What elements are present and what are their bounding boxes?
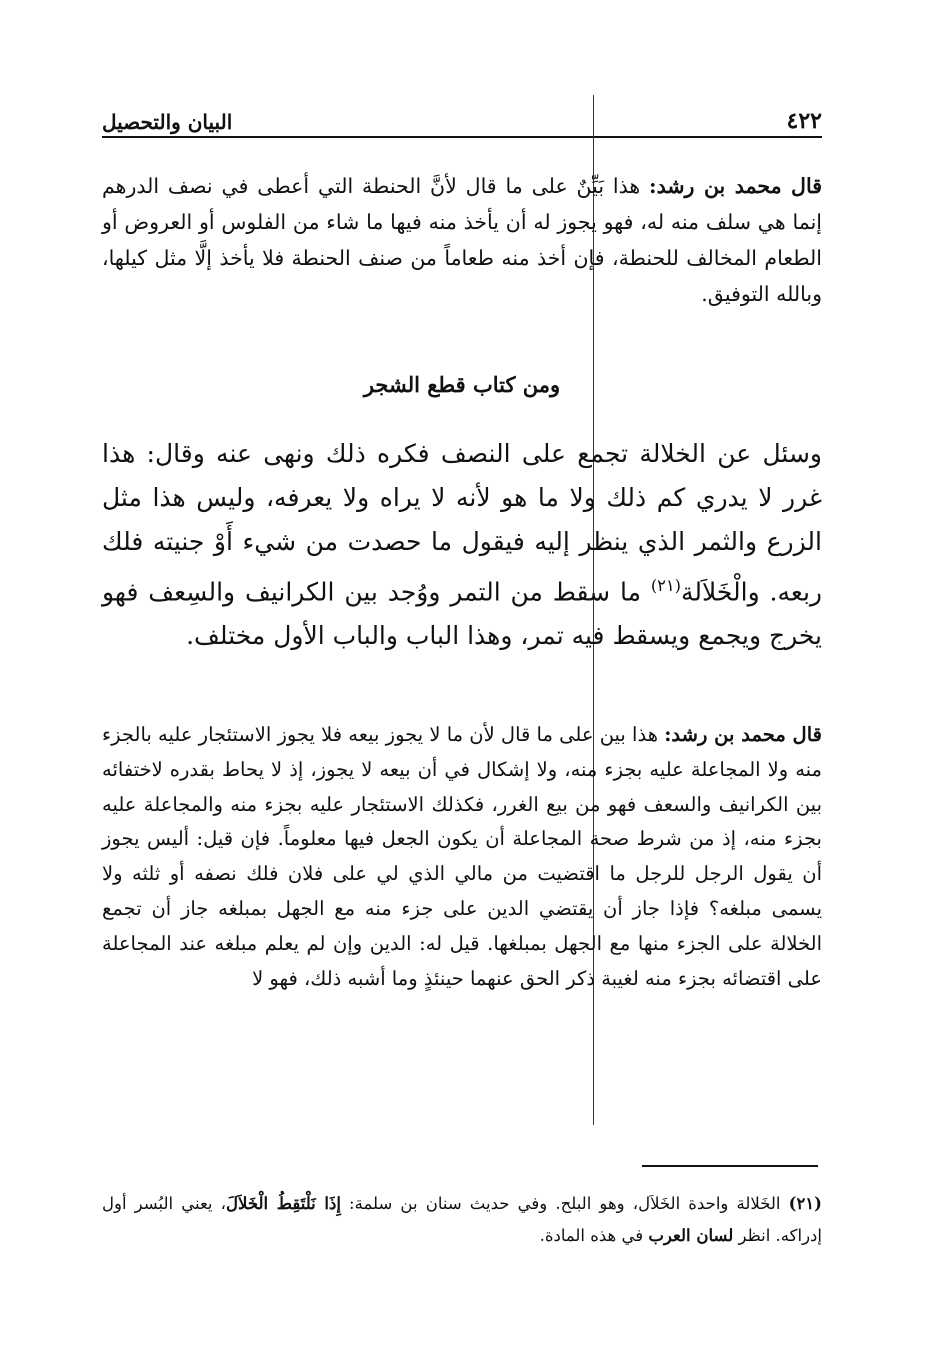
footnote-text: الخَلالة واحدة الخَلاَل، وهو البلح. وفي حديث سنان بن سلمة: [340,1194,789,1213]
question-paragraph [102,432,822,658]
speaker-label: قال محمد بن رشد: [649,174,822,198]
footnote-source: لسان العرب [648,1226,734,1245]
footnote [102,1188,822,1252]
section-heading: ومن كتاب قطع الشجر [363,372,561,397]
footnote-text-2: ، يعني البُسر أول إدراكه. انظر [102,1194,822,1245]
footnote-reference: (٢١) [650,576,681,595]
commentary-paragraph-2 [102,718,822,996]
paragraph-text: وسئل عن الخلالة تجمع على النصف فكره ذلك ونهى عنه وقال: هذا غرر لا يدري كم ذلك ولا ما هو لأنه لا يراه ولا يعرفه، وليس هذا مثل الزرع والثمر الذي ينظر إليه فيقول ما حصدت من شيء أَوْ جنيته فلك ربعه. والْخَلاَلة [102,439,822,607]
paragraph-text: هذا بين على ما قال لأن ما لا يجوز بيعه فلا يجوز الاستئجار عليه بالجزء منه ولا المجاعلة عليه بجزء منه، ولا إشكال في أن بيعه لا يجوز، إذ لا يحاط بقدره لاختفائه بين الكرانيف والسعف فهو من بيع الغرر، فكذلك الاستئجار عليه بجزء منه والمجاعلة عليه بجزء منه، إذ من شرط صحة المجاعلة أن يكون الجعل فيها معلوماً. فإن قيل: أليس يجوز أن يقول الرجل للرجل ما اقتضيت من مالي الذي لي على فلان فلك نصفه أو ثلثه ولا يسمى مبلغه؟ فإذا جاز أن يقتضي الدين على جزء منه مع الجهل بمبلغه جاز أن تجمع الخلالة على الجزء منها مع الجهل بمبلغها. قيل له: الدين وإن لم يعلم مبلغه عند المجاعلة على اقتضائه بجزء منه لغيبة ذكر الحق عنهما حينئذٍ وما أشبه ذلك، فهو لا [102,723,822,990]
page-header [102,98,822,134]
header-rule [102,136,822,138]
footnote-separator [642,1165,818,1167]
footnote-quote: إِذَا نَلْتَقِطُ الْخَلاَلَ [225,1194,341,1213]
speaker-label: قال محمد بن رشد: [664,723,822,746]
paragraph-text: هذا بَيِّنٌ على ما قال لأنَّ الحنطة التي أعطى في نصف الدرهم إنما هي سلف منه له، فهو يجوز له أن يأخذ منه فيها ما شاء من الفلوس أو العروض أو الطعام المخالف للحنطة، فإن أخذ منه طعاماً من صنف الحنطة فلا يأخذ إلَّا مثل كيلها، وبالله التوفيق. [102,174,822,306]
paragraph-text-continued: ما سقط من التمر ووُجد بين الكرانيف والسِعف فهو يخرج ويجمع ويسقط فيه تمر، وهذا الباب والباب الأول مختلف. [102,577,822,651]
running-title: البيان والتحصيل [102,110,233,134]
commentary-paragraph-1 [102,168,822,312]
footnote-text-3: في هذه المادة. [539,1226,649,1245]
footnote-number: (٢١) [788,1194,822,1213]
page-number: ٤٢٢ [786,108,822,134]
